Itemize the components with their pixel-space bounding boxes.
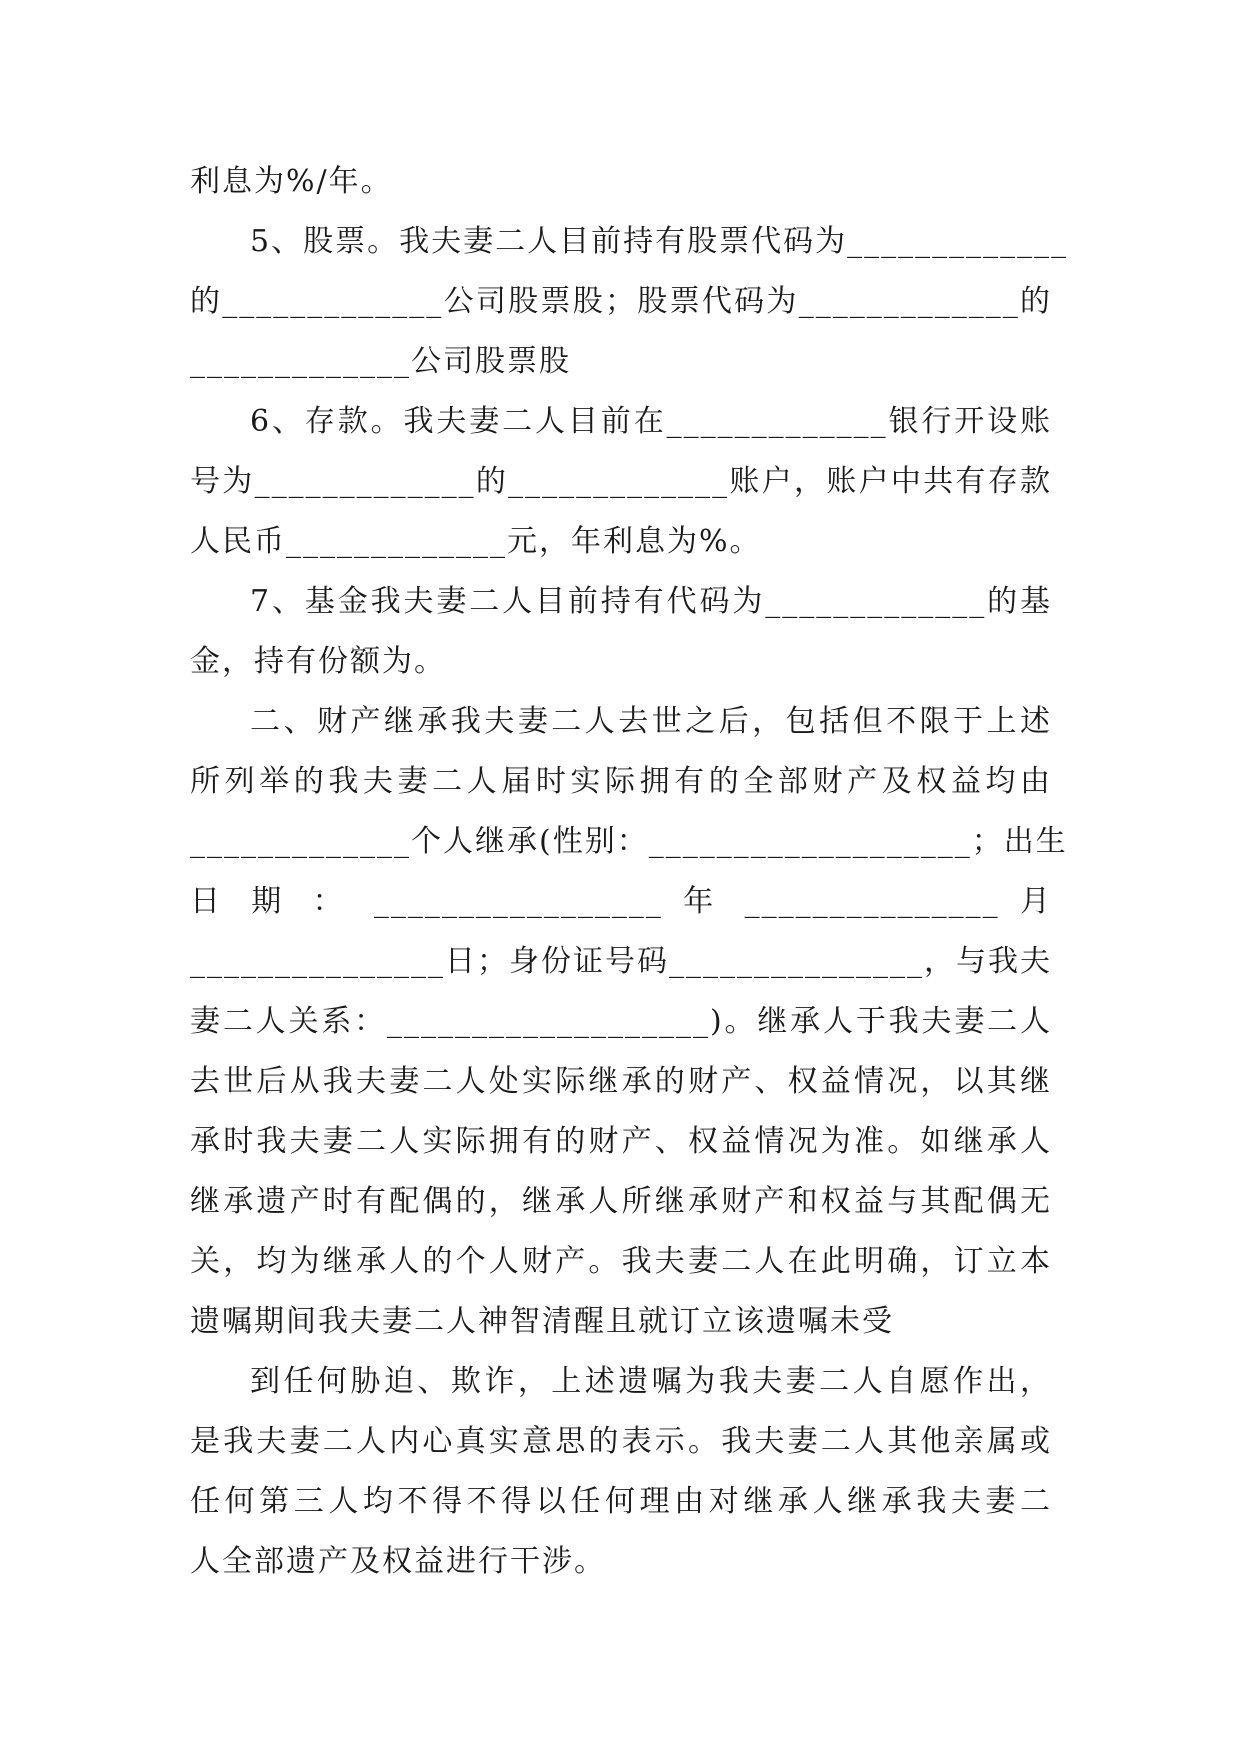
text-line: 到任何胁迫、欺诈，上述遗嘱为我夫妻二人自愿作出，	[250, 1364, 1052, 1399]
text-line: 任何第三人均不得不得以任何理由对继承人继承我夫妻二	[190, 1484, 1052, 1519]
text-line: 继承遗产时有配偶的，继承人所继承财产和权益与其配偶无	[190, 1184, 1052, 1219]
text-line: 关，均为继承人的个人财产。我夫妻二人在此明确，订立本	[190, 1244, 1052, 1279]
text-line: 号为_____________的_____________账户，账户中共有存款	[190, 464, 1052, 499]
text-line: 妻二人关系：___________________)。继承人于我夫妻二人	[190, 1004, 1052, 1039]
text-line: 遗嘱期间我夫妻二人神智清醒且就订立该遗嘱未受	[190, 1304, 894, 1339]
text-line: 去世后从我夫妻二人处实际继承的财产、权益情况，以其继	[190, 1064, 1052, 1099]
text-line: 利息为%/年。	[190, 164, 393, 199]
text-line: _____________个人继承(性别：___________________；出生	[190, 824, 1068, 859]
text-line: 所列举的我夫妻二人届时实际拥有的全部财产及权益均由	[190, 764, 1052, 799]
text-line: 5、股票。我夫妻二人目前持有股票代码为_____________	[250, 224, 1069, 259]
text-line: 是我夫妻二人内心真实意思的表示。我夫妻二人其他亲属或	[190, 1424, 1052, 1459]
text-line: 人民币_____________元，年利息为%。	[190, 524, 762, 559]
text-line: 6、存款。我夫妻二人目前在_____________银行开设账	[250, 404, 1052, 439]
text-line: 承时我夫妻二人实际拥有的财产、权益情况为准。如继承人	[190, 1124, 1052, 1159]
text-line: _____________公司股票股	[190, 344, 571, 379]
text-line: 二、财产继承我夫妻二人去世之后，包括但不限于上述	[250, 704, 1052, 739]
text-line: 日 期 ： _________________ 年 _______________ 月	[190, 884, 1052, 919]
text-line: 7、基金我夫妻二人目前持有代码为_____________的基	[250, 584, 1052, 619]
text-line: 金，持有份额为。	[190, 644, 446, 679]
text-line: _______________日；身份证号码_______________，与我夫	[190, 944, 1052, 979]
text-line: 的_____________公司股票股；股票代码为_____________的	[190, 284, 1052, 319]
text-line: 人全部遗产及权益进行干涉。	[190, 1544, 606, 1579]
